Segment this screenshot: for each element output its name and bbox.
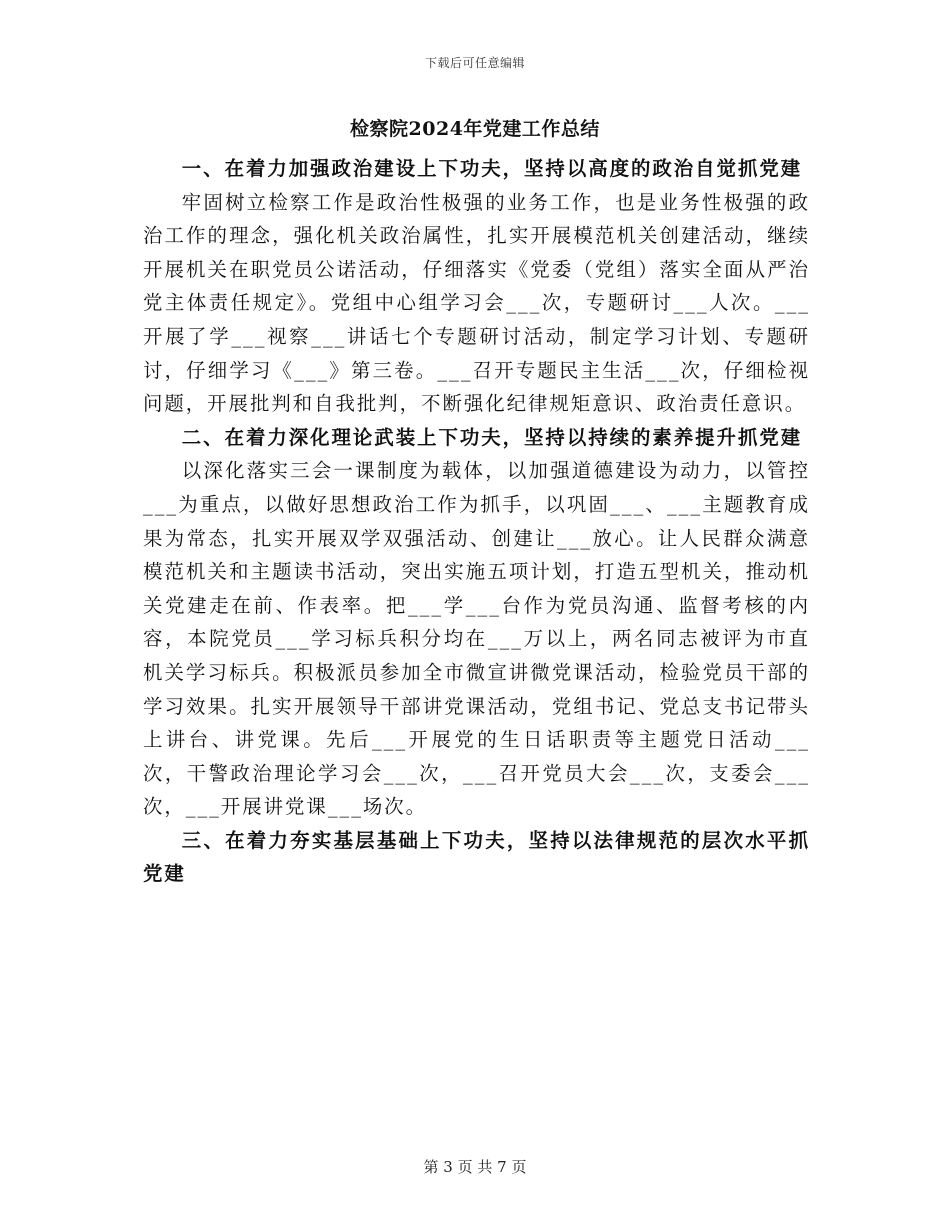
section-2-paragraph: 以深化落实三会一课制度为载体，以加强道德建设为动力，以管控___为重点，以做好思想政治工作为抓手，以巩固___、___主题教育成果为常态，扎实开展双学双强活动、创建让___放心。让人民群众满意模范机关和主题读书活动，突出实施五项计划，打造五型机关，推动机关党建走在前、作表率。把___学___台作为党员沟通、监督考核的内容，本院党员___学习标兵积分均在___万以上，两名同志被评为市直机关学习标兵。积极派员参加全市微宣讲微党课活动，检验党员干部的学习效果。扎实开展领导干部讲党课活动，党组书记、党总支书记带头上讲台、讲党课。先后___开展党的生日话职责等主题党日活动___次，干警政治理论学习会___次，___召开党员大会___次，支委会___次，___开展讲党课___场次。	[143, 459, 810, 819]
page-number: 第 3 页 共 7 页	[423, 1158, 527, 1176]
header-note: 下载后可任意编辑	[424, 56, 525, 70]
section-1-paragraph: 牢固树立检察工作是政治性极强的业务工作，也是业务性极强的政治工作的理念，强化机关政治属性，扎实开展模范机关创建活动，继续开展机关在职党员公诺活动，仔细落实《党委（党组）落实全面从严治党主体责任规定》。党组中心组学习会___次，专题研讨___人次。___开展了学___视察___讲话七个专题研讨活动，制定学习计划、专题研讨，仔细学习《___》第三卷。___召开专题民主生活___次，仔细检视问题，开展批判和自我批判，不断强化纪律规矩意识、政治责任意识。	[143, 190, 810, 416]
section-1-heading: 一、在着力加强政治建设上下功夫，坚持以高度的政治自觉抓党建	[181, 157, 803, 180]
section-2-heading: 二、在着力深化理论武装上下功夫，坚持以持续的素养提升抓党建	[181, 425, 803, 449]
document-body	[143, 152, 810, 891]
document-title: 检察院2024年党建工作总结	[350, 118, 600, 140]
section-3-heading: 三、在着力夯实基层基础上下功夫，坚持以法律规范的层次水平抓党建	[143, 828, 810, 886]
